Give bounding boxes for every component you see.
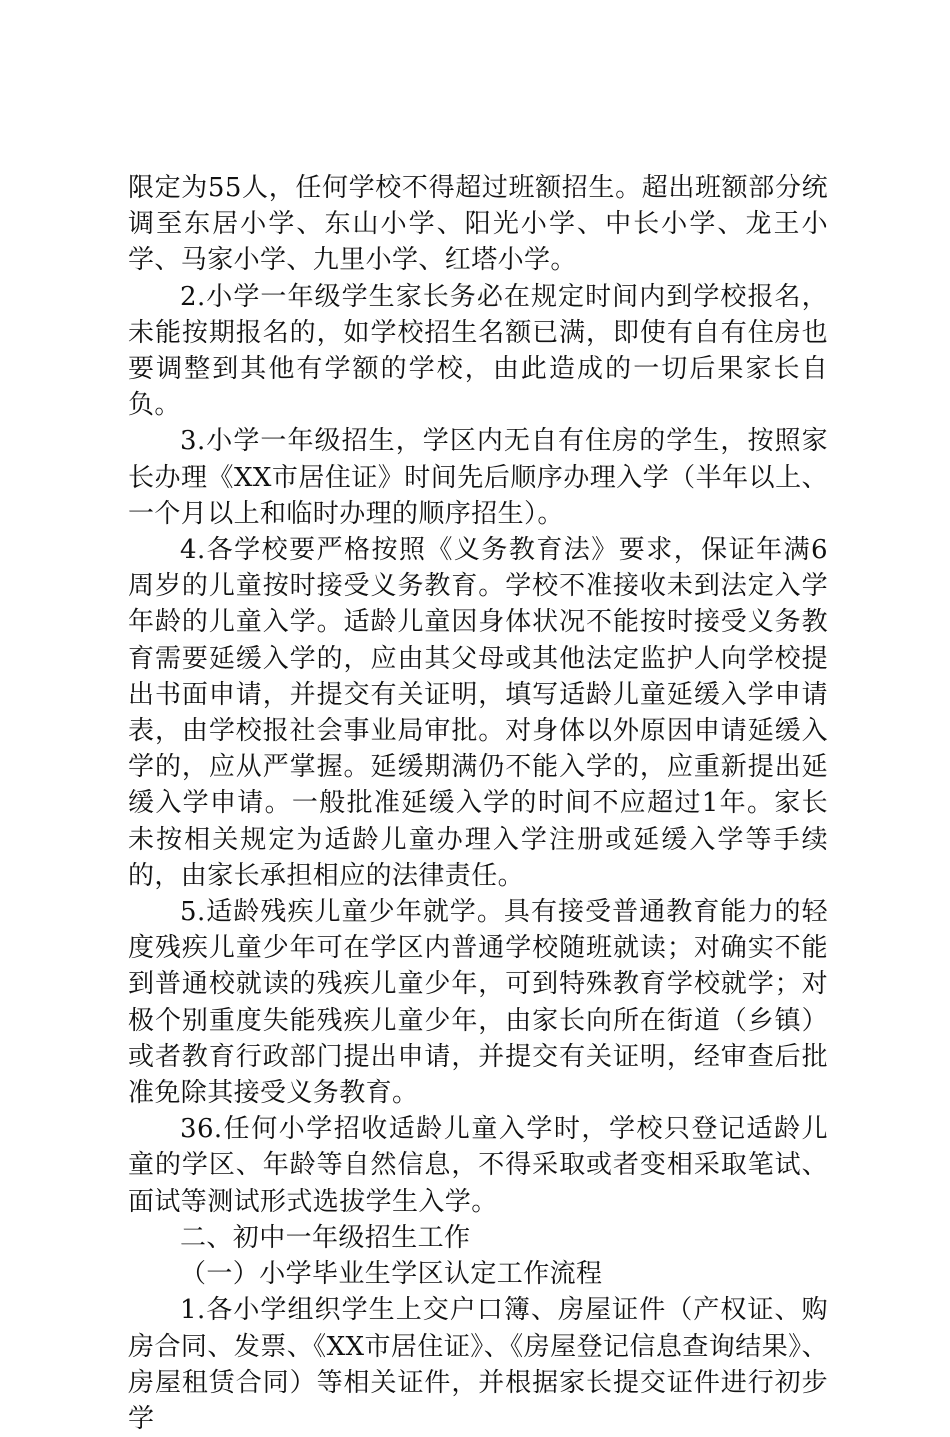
subsection-heading-district-workflow: （一）小学毕业生学区认定工作流程: [180, 1259, 603, 1290]
paragraph-item-36-no-exams: 36.任何小学招收适龄儿童入学时，学校只登记适龄儿童的学区、年龄等自然信息，不得采取或者变相采取笔试、面试等测试形式选拔学生入学。: [128, 1114, 828, 1217]
paragraph-item-3-residence-permit: 3.小学一年级招生，学区内无自有住房的学生，按照家长办理《XX市居住证》时间先后顺序办理入学（半年以上、一个月以上和临时办理的顺序招生）。: [128, 426, 828, 529]
section-heading-junior-high: 二、初中一年级招生工作: [180, 1222, 471, 1253]
paragraph-workflow-step-1: 1.各小学组织学生上交户口簿、房屋证件（产权证、购房合同、发票、《XX市居住证》、《房屋登记信息查询结果》、房屋租赁合同）等相关证件，并根据家长提交证件进行初步学: [128, 1295, 828, 1434]
paragraph-item-4-compulsory-education: 4.各学校要严格按照《义务教育法》要求，保证年满6周岁的儿童按时接受义务教育。学校不准接收未到法定入学年龄的儿童入学。适龄儿童因身体状况不能按时接受义务教育需要延缓入学的，应由其父母或其他法定监护人向学校提出书面申请，并提交有关证明，填写适龄儿童延缓入学申请表，由学校报社会事业局审批。对身体以外原因申请延缓入学的，应从严掌握。延缓期满仍不能入学的，应重新提出延缓入学申请。一般批准延缓入学的时间不应超过1年。家长未按相关规定为适龄儿童办理入学注册或延缓入学等手续的，由家长承担相应的法律责任。: [128, 535, 828, 891]
paragraph-item-2-registration: 2.小学一年级学生家长务必在规定时间内到学校报名，未能按期报名的，如学校招生名额已满，即使有自有住房也要调整到其他有学额的学校，由此造成的一切后果家长自负。: [128, 281, 828, 421]
document-page: [128, 170, 828, 1437]
paragraph-item-5-disabled-children: 5.适龄残疾儿童少年就学。具有接受普通教育能力的轻度残疾儿童少年可在学区内普通学校随班就读；对确实不能到普通校就读的残疾儿童少年，可到特殊教育学校就学；对极个别重度失能残疾儿童少年，由家长向所在街道（乡镇）或者教育行政部门提出申请，并提交有关证明，经审查后批准免除其接受义务教育。: [128, 897, 828, 1109]
paragraph-class-size-limit: 限定为55人，任何学校不得超过班额招生。超出班额部分统调至东居小学、东山小学、阳光小学、中长小学、龙王小学、马家小学、九里小学、红塔小学。: [128, 173, 828, 276]
